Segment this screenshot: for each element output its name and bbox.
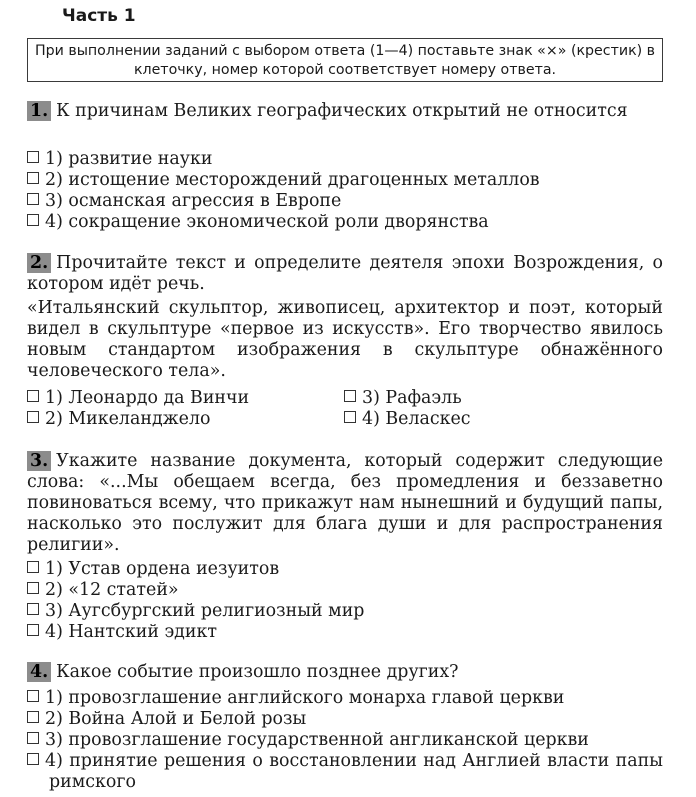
question-1	[27, 101, 663, 122]
checkbox-icon[interactable]	[27, 193, 39, 205]
checkbox-icon[interactable]	[27, 582, 39, 594]
instruction-box: При выполнении заданий с выбором ответа (1—4) поставьте знак «×» (крестик) в клеточку, номер которой соответствует номеру ответа.	[27, 38, 663, 82]
checkbox-icon[interactable]	[27, 753, 39, 765]
option-label: 4) принятие решения о восстановлении над Англией власти папы римского	[45, 751, 663, 792]
answer-option[interactable]	[27, 580, 179, 601]
question-number: 2.	[27, 253, 51, 273]
question-number: 4.	[27, 662, 51, 682]
option-label: 1) Устав ордена иезуитов	[45, 559, 280, 579]
option-label: 2) истощение месторождений драгоценных металлов	[45, 170, 540, 190]
answer-option[interactable]	[27, 751, 663, 793]
question-text: Укажите название документа, который содержит следующие слова: «...Мы обещаем всегда, без промедления и беззаветно повиноваться всему, что прикажут нам нынешний и будущий папы, насколько это послужит для блага души и для распространения религии».	[27, 451, 663, 555]
checkbox-icon[interactable]	[27, 390, 39, 402]
answer-option[interactable]	[27, 601, 364, 622]
option-label: 3) Рафаэль	[362, 388, 462, 408]
checkbox-icon[interactable]	[27, 732, 39, 744]
question-number: 3.	[27, 451, 51, 471]
option-label: 3) османская агрессия в Европе	[45, 191, 342, 211]
checkbox-icon[interactable]	[27, 690, 39, 702]
checkbox-icon[interactable]	[27, 172, 39, 184]
option-label: 2) Война Алой и Белой розы	[45, 709, 307, 729]
option-label: 3) провозглашение государственной англиканской церкви	[45, 730, 589, 750]
checkbox-icon[interactable]	[27, 561, 39, 573]
question-text: Какое событие произошло позднее других?	[56, 662, 459, 682]
option-label: 1) развитие науки	[45, 149, 213, 169]
part-title: Часть 1	[62, 6, 136, 26]
option-label: 1) Леонардо да Винчи	[45, 388, 250, 408]
answer-option[interactable]	[27, 388, 249, 409]
option-label: 1) провозглашение английского монарха главой церкви	[45, 688, 565, 708]
checkbox-icon[interactable]	[27, 603, 39, 615]
checkbox-icon[interactable]	[27, 711, 39, 723]
answer-option[interactable]	[344, 388, 462, 409]
checkbox-icon[interactable]	[344, 390, 356, 402]
question-3	[27, 451, 663, 556]
answer-option[interactable]	[27, 622, 217, 643]
answer-option[interactable]	[27, 409, 210, 430]
checkbox-icon[interactable]	[27, 624, 39, 636]
question-text: Прочитайте текст и определите деятеля эпохи Возрождения, о котором идёт речь.	[27, 253, 663, 294]
answer-option[interactable]	[27, 730, 589, 751]
question-number: 1.	[27, 101, 51, 121]
question-text: К причинам Великих географических открытий не относится	[56, 101, 628, 121]
answer-option[interactable]	[27, 191, 341, 212]
checkbox-icon[interactable]	[344, 411, 356, 423]
option-label: 2) «12 статей»	[45, 580, 179, 600]
option-label: 4) Веласкес	[362, 409, 471, 429]
answer-option[interactable]	[27, 149, 212, 170]
answer-option[interactable]	[27, 709, 306, 730]
checkbox-icon[interactable]	[27, 214, 39, 226]
answer-option[interactable]	[27, 688, 564, 709]
option-label: 2) Микеланджело	[45, 409, 211, 429]
question-4	[27, 662, 663, 683]
option-label: 4) сокращение экономической роли дворянства	[45, 212, 489, 232]
question-quote: «Итальянский скульптор, живописец, архитектор и поэт, который видел в скульптуре «первое из искусств». Его творчество явилось новым стандартом изображения в скульптуре обнажённого человеческого тела».	[27, 298, 663, 381]
answer-option[interactable]	[27, 559, 279, 580]
checkbox-icon[interactable]	[27, 151, 39, 163]
option-label: 4) Нантский эдикт	[45, 622, 217, 642]
question-2	[27, 253, 663, 295]
answer-option[interactable]	[344, 409, 471, 430]
checkbox-icon[interactable]	[27, 411, 39, 423]
answer-option[interactable]	[27, 212, 489, 233]
option-label: 3) Аугсбургский религиозный мир	[45, 601, 365, 621]
answer-option[interactable]	[27, 170, 540, 191]
